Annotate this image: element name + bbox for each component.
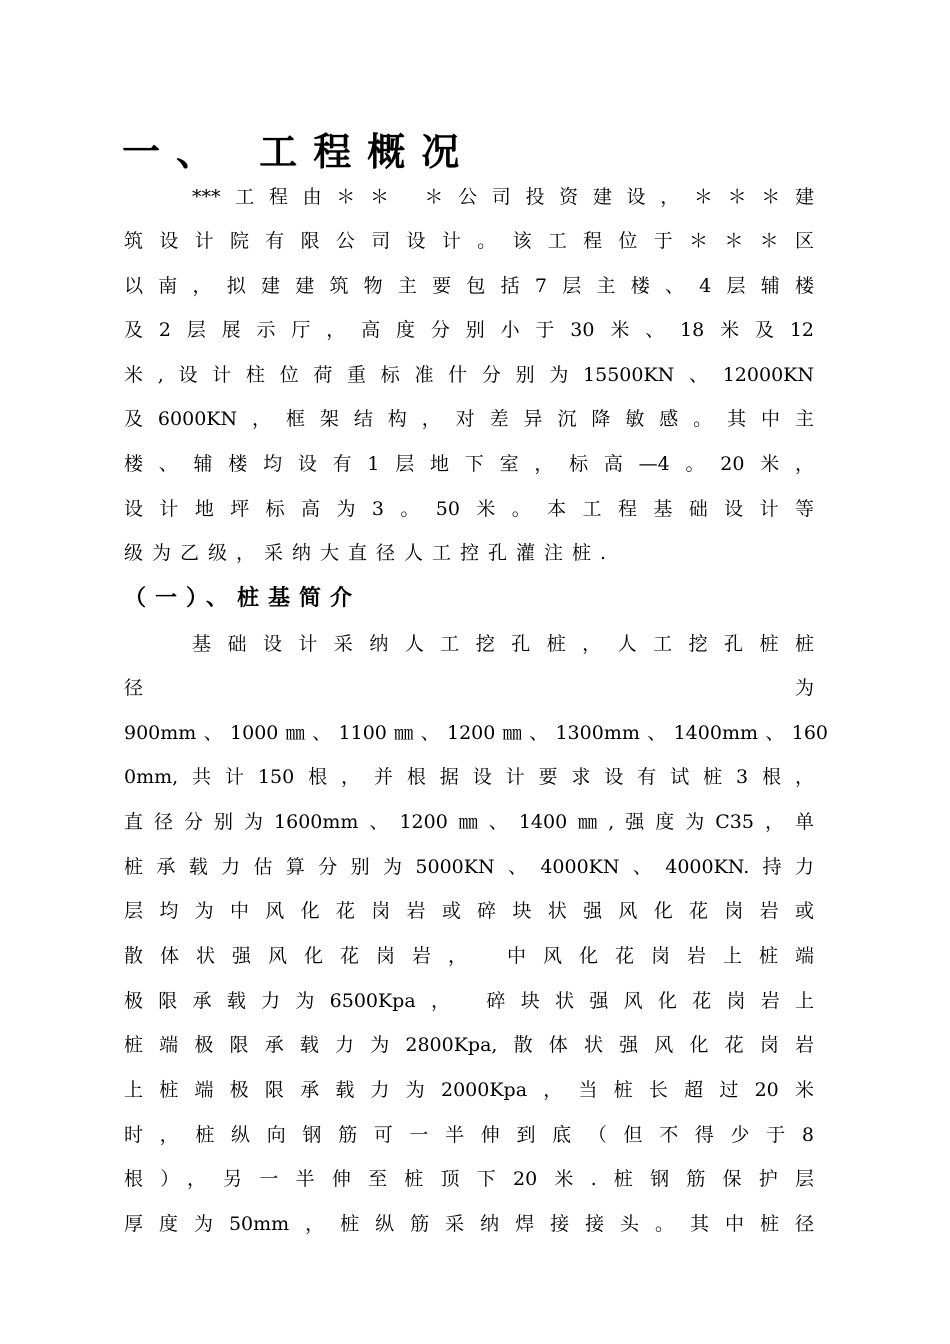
pile-line: 时，桩纵向钢筋可一半伸到底（但不得少于8 bbox=[124, 1124, 814, 1146]
overview-line: 米,设计柱位荷重标准什分别为15500KN、12000KN bbox=[124, 364, 814, 386]
pile-line: 根），另一半伸至桩顶下20米.桩钢筋保护层 bbox=[124, 1168, 814, 1190]
overview-line: 及6000KN，框架结构，对差异沉降敏感。其中主 bbox=[124, 408, 814, 430]
pile-line: 直径分别为1600mm、1200㎜、1400㎜,强度为C35，单 bbox=[124, 811, 814, 833]
pile-line: 极限承载力为6500Kpa， 碎块状强风化花岗岩上 bbox=[124, 990, 814, 1012]
overview-line: 楼、辅楼均设有1层地下室，标高—4。20米， bbox=[124, 453, 814, 475]
overview-line: 设计地坪标高为3。50米。本工程基础设计等 bbox=[124, 498, 814, 520]
overview-line: 及2层展示厅，高度分别小于30米、18米及12 bbox=[124, 319, 814, 341]
overview-line: ***工程由＊＊ ＊公司投资建设，＊＊＊建 bbox=[192, 186, 814, 208]
pile-line: 桩承载力估算分别为5000KN、4000KN、4000KN.持力 bbox=[124, 856, 814, 878]
pile-line: 0mm,共计150根，并根据设计要求设有试桩3根， bbox=[124, 766, 814, 788]
pile-line: 桩端极限承载力为2800Kpa,散体状强风化花岗岩 bbox=[124, 1034, 814, 1056]
subsection-title: （一）、桩基简介 bbox=[124, 585, 362, 611]
section-title: 一、 工程概况 bbox=[122, 129, 476, 174]
pile-line: 上桩端极限承载力为2000Kpa，当桩长超过20米 bbox=[124, 1079, 814, 1101]
overview-line: 级为乙级，采纳大直径人工控孔灌注桩. bbox=[124, 542, 616, 564]
pile-line: 900mm、1000㎜、1100㎜、1200㎜、1300mm、1400mm、160 bbox=[124, 722, 828, 744]
pile-line: 层均为中风化花岗岩或碎块状强风化花岗岩或 bbox=[124, 900, 814, 922]
overview-line: 以南，拟建建筑物主要包括7层主楼、4层辅楼 bbox=[124, 275, 814, 297]
overview-line: 筑设计院有限公司设计。该工程位于＊＊＊区 bbox=[124, 230, 814, 252]
pile-line: 径 为 bbox=[124, 677, 814, 699]
pile-line: 厚度为50mm，桩纵筋采纳焊接接头。其中桩径 bbox=[124, 1213, 814, 1235]
pile-line: 散体状强风化花岗岩， 中风化花岗岩上桩端 bbox=[124, 945, 814, 967]
pile-line: 基础设计采纳人工挖孔桩，人工挖孔桩桩 bbox=[192, 633, 814, 655]
